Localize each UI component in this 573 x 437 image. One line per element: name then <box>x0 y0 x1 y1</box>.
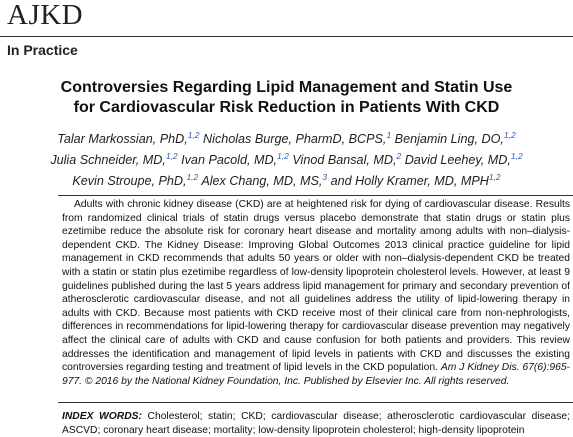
author-name: Alex Chang, MD, MS, <box>201 174 323 189</box>
index-words-label: INDEX WORDS: <box>62 411 142 422</box>
author-line-1 <box>0 127 573 148</box>
abstract-body <box>62 198 570 388</box>
author-affiliation[interactable]: 1,2 <box>165 151 178 162</box>
title-line-2: for Cardiovascular Risk Reduction in Patients With CKD <box>73 99 500 116</box>
author-line-2 <box>0 148 573 169</box>
abstract <box>62 198 570 388</box>
title-line-1: Controversies Regarding Lipid Management and Statin Use <box>60 79 513 96</box>
index-words-text: Cholesterol; statin; CKD; cardiovascular disease; atherosclerotic cardiovascular disease; ASCVD; coronary heart disease; mortality; low-density lipoprotein cholesterol; high-density lipoprotein <box>62 411 570 436</box>
author-name: and Holly Kramer, MD, MPH <box>330 174 489 189</box>
author-name: Julia Schneider, MD, <box>50 153 166 168</box>
author-name: Kevin Stroupe, PhD, <box>72 174 187 189</box>
author-name: Ivan Pacold, MD, <box>181 153 278 168</box>
author-list <box>0 127 573 191</box>
header-divider <box>0 36 573 37</box>
section-label: In Practice <box>7 42 78 58</box>
author-affiliation[interactable]: 1,2 <box>488 172 501 183</box>
author-name: Benjamin Ling, DO, <box>394 132 504 147</box>
citation: Am J Kidney Dis. 67(6):965-977. © 2016 by the National Kidney Foundation, Inc. Published by Elsevier Inc. All rights reserved. <box>62 362 570 387</box>
author-name: Nicholas Burge, PharmD, BCPS, <box>203 132 387 147</box>
author-affiliation[interactable]: 3 <box>322 172 328 183</box>
abstract-top-divider <box>58 195 573 196</box>
author-affiliation[interactable]: 2 <box>396 151 402 162</box>
author-line-3 <box>0 169 573 190</box>
author-affiliation[interactable]: 1 <box>386 130 392 140</box>
author-name: Vinod Bansal, MD, <box>292 153 397 168</box>
author-name: Talar Markossian, PhD, <box>57 132 188 147</box>
author-name: David Leehey, MD, <box>404 153 511 168</box>
author-affiliation[interactable]: 1,2 <box>277 151 289 162</box>
author-affiliation[interactable]: 1,2 <box>187 130 200 140</box>
article-title <box>0 78 573 118</box>
journal-logo: AJKD <box>7 0 84 31</box>
index-words <box>62 410 570 437</box>
author-affiliation[interactable]: 1,2 <box>186 172 199 183</box>
author-affiliation[interactable]: 1,2 <box>510 151 523 162</box>
author-affiliation[interactable]: 1,2 <box>503 130 516 140</box>
abstract-text: Adults with chronic kidney disease (CKD) are at heightened risk for dying of cardiovascular disease. Results from randomized clinical trials of statin drugs versus placebo demonstrate that statin drugs or statin plus ezetimibe reduce the absolute risk for coronary heart disease and mortality among adults with non–dialysis-dependent CKD. The Kidney Disease: Improving Global Outcomes 2013 clinical practice guideline for lipid management in CKD recommends that adults 50 years or older with non–dialysis-dependent CKD be treated with a statin or statin plus ezetimibe regardless of low-density lipoprotein cholesterol levels. However, at least 9 guidelines published during the last 5 years address lipid management for primary and secondary prevention of atherosclerotic cardiovascular disease, and not all guidelines address the utility of lipid-lowering therapy in adults with CKD. Because most patients with CKD receive most of their clinical care from non-nephrologists, differences in recommendations for lipid-lowering therapy for cardiovascular disease prevention may negatively affect the clinical care of adults with CKD and cause confusion for both patients and providers. This review addresses the identification and management of lipid levels in patients with CKD and discusses the existing controversies regarding testing and treatment of lipid levels in the CKD population. <box>62 199 570 374</box>
abstract-bottom-divider <box>58 402 573 403</box>
